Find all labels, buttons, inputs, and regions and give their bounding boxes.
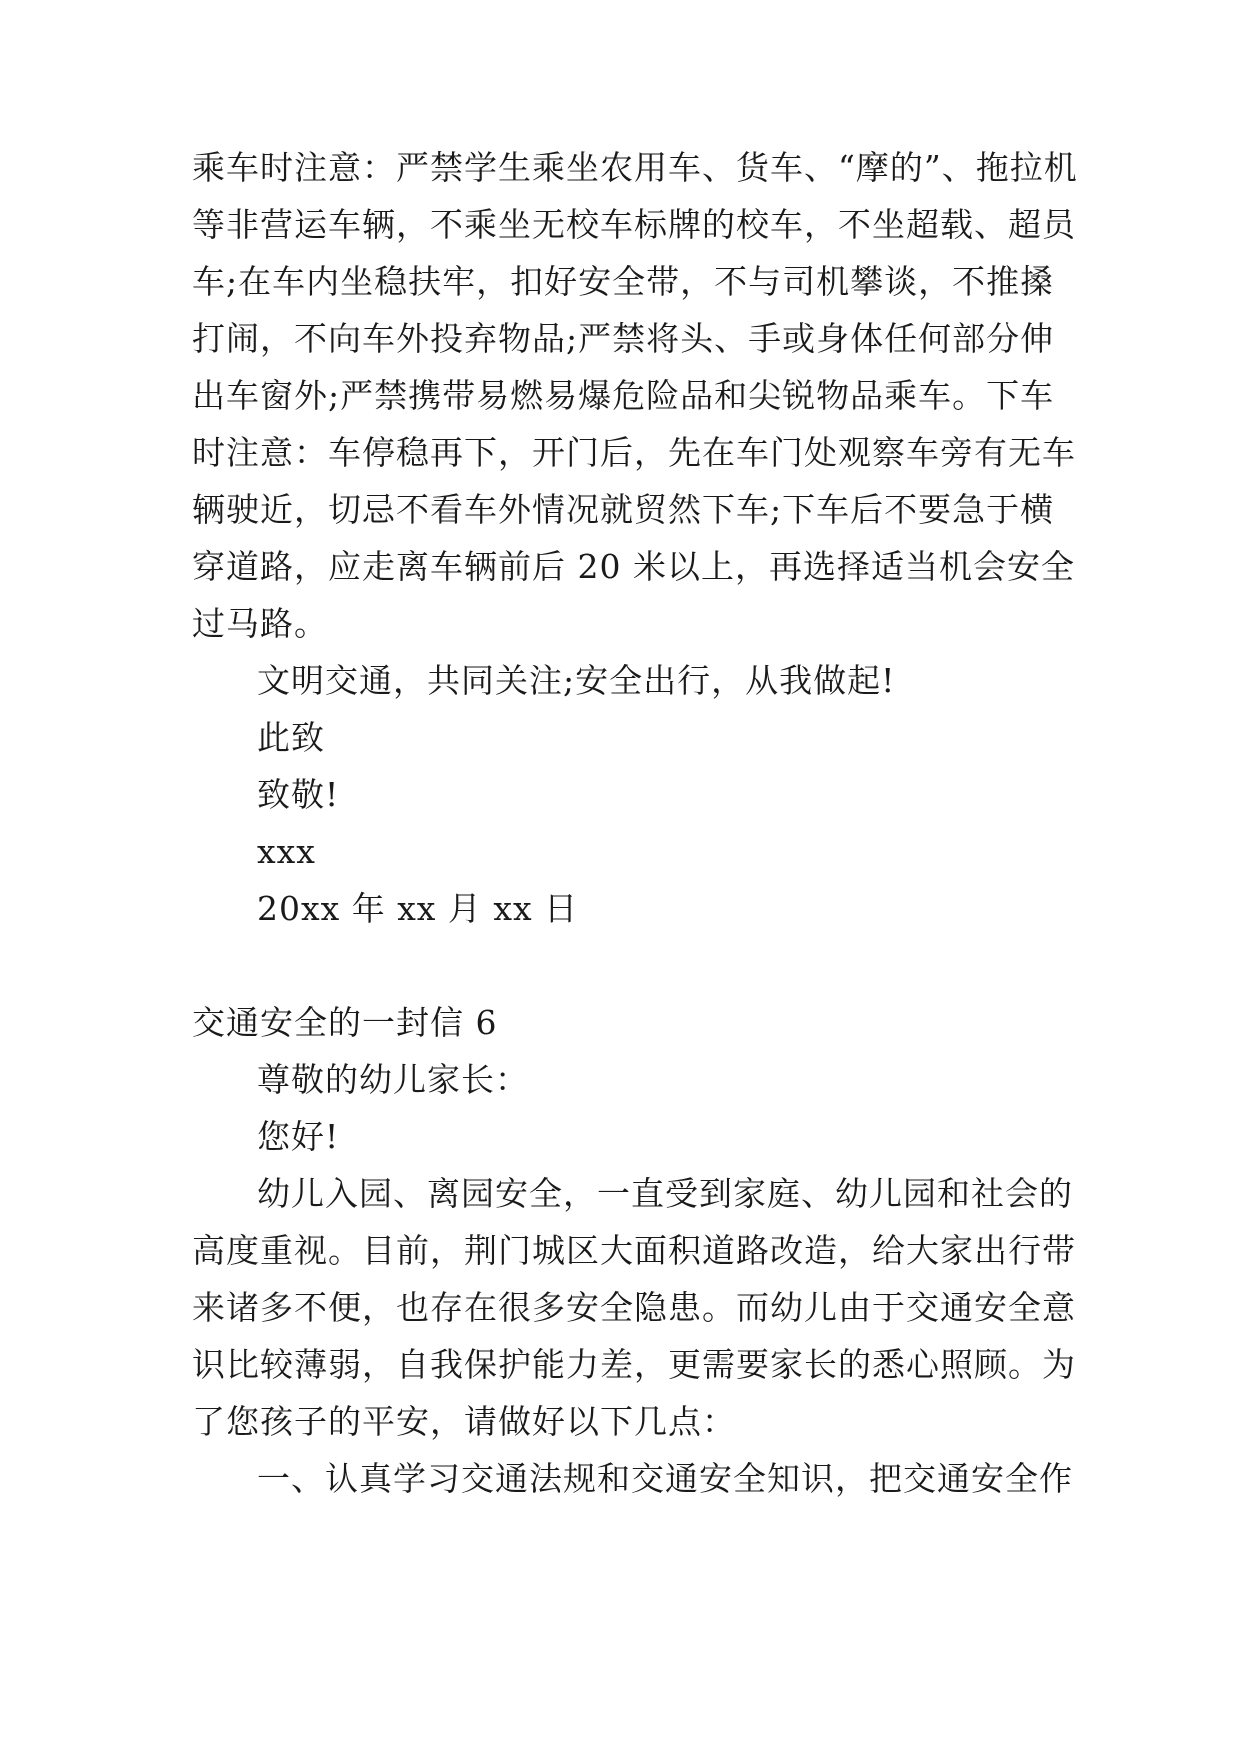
signature: xxx <box>257 832 316 871</box>
paragraph-line: 了您孩子的平安，请做好以下几点： <box>192 1402 736 1441</box>
paragraph-line: 辆驶近，切忌不看车外情况就贸然下车;下车后不要急于横 <box>192 490 1055 529</box>
paragraph-line: 时注意：车停稳再下，开门后，先在车门处观察车旁有无车 <box>192 433 1076 472</box>
paragraph-line: 高度重视。目前，荆门城区大面积道路改造，给大家出行带 <box>192 1231 1076 1270</box>
paragraph-line: 穿道路，应走离车辆前后 20 米以上，再选择适当机会安全 <box>192 547 1075 586</box>
paragraph-line: 等非营运车辆，不乘坐无校车标牌的校车，不坐超载、超员 <box>192 205 1076 244</box>
paragraph-line: 幼儿入园、离园安全，一直受到家庭、幼儿园和社会的 <box>257 1174 1073 1213</box>
greeting: 您好! <box>257 1117 340 1156</box>
paragraph-line: 识比较薄弱，自我保护能力差，更需要家长的悉心照顾。为 <box>192 1345 1076 1384</box>
closing-line: 此致 <box>257 718 325 757</box>
paragraph-line: 来诸多不便，也存在很多安全隐患。而幼儿由于交通安全意 <box>192 1288 1076 1327</box>
salutation: 尊敬的幼儿家长： <box>257 1060 529 1099</box>
letter-title: 交通安全的一封信 6 <box>192 1003 498 1042</box>
paragraph-line: 车;在车内坐稳扶牢，扣好安全带，不与司机攀谈，不推搡 <box>192 262 1055 301</box>
paragraph-line: 乘车时注意：严禁学生乘坐农用车、货车、“摩的”、拖拉机 <box>192 148 1078 187</box>
slogan: 文明交通，共同关注;安全出行，从我做起! <box>257 661 896 700</box>
point-line: 一、认真学习交通法规和交通安全知识，把交通安全作 <box>257 1459 1073 1498</box>
paragraph-line: 过马路。 <box>192 604 328 643</box>
date: 20xx 年 xx 月 xx 日 <box>257 889 579 928</box>
closing-line: 致敬! <box>257 775 340 814</box>
paragraph-line: 打闹，不向车外投弃物品;严禁将头、手或身体任何部分伸 <box>192 319 1055 358</box>
paragraph-line: 出车窗外;严禁携带易燃易爆危险品和尖锐物品乘车。下车 <box>192 376 1055 415</box>
